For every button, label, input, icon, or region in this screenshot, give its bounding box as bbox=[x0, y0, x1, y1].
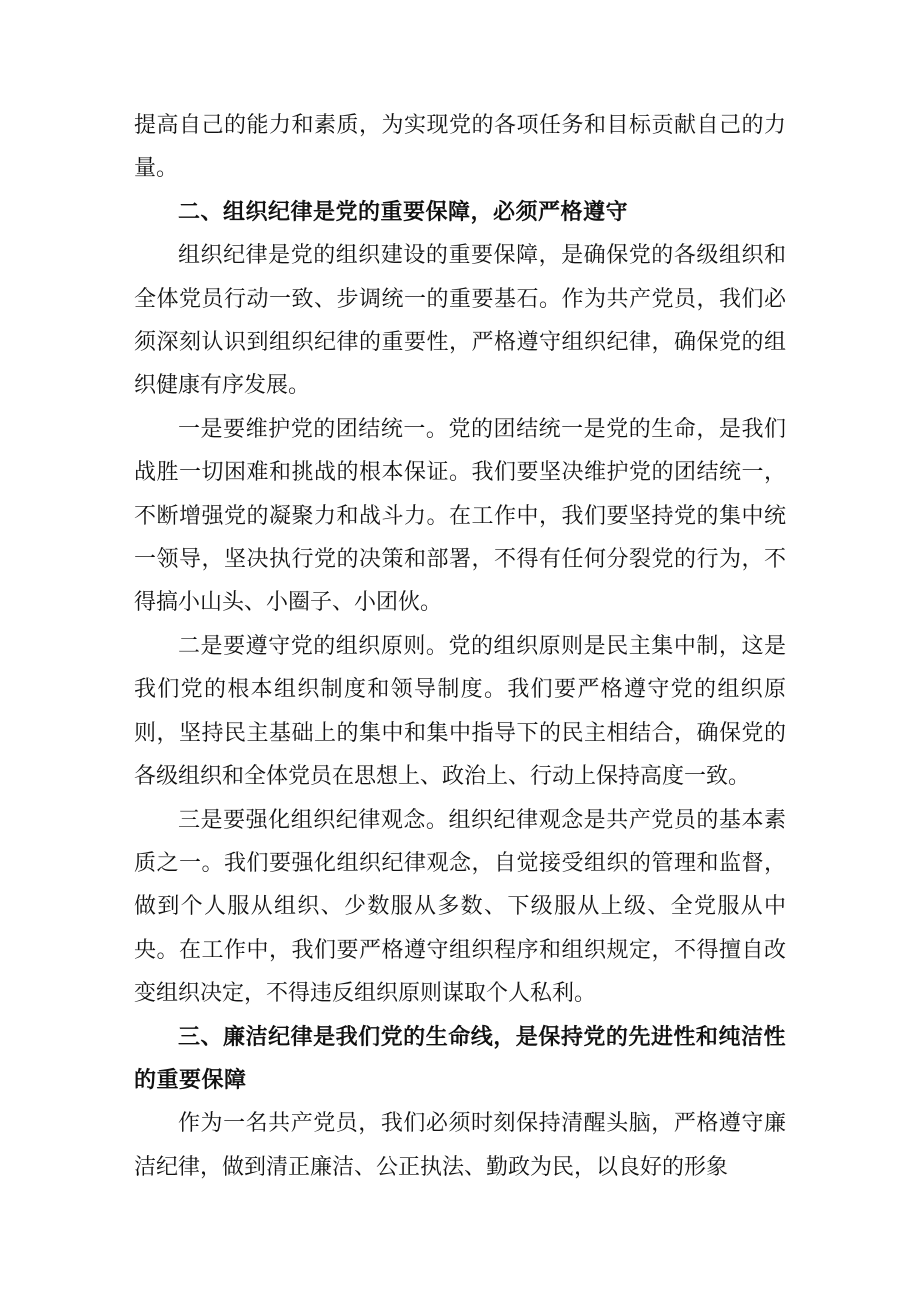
section-heading-2: 二、组织纪律是党的重要保障，必须严格遵守 bbox=[178, 199, 629, 225]
paragraph-continuation: 提高自己的能力和素质，为实现党的各项任务和目标贡献自己的力量。 bbox=[134, 113, 786, 182]
paragraph-integrity-intro: 作为一名共产党员，我们必须时刻保持清醒头脑，严格遵守廉洁纪律，做到清正廉洁、公正执法、勤政为民，以良好的形象 bbox=[134, 1111, 786, 1180]
document-body bbox=[134, 104, 786, 1189]
paragraph-org-discipline-intro: 组织纪律是党的组织建设的重要保障，是确保党的各级组织和全体党员行动一致、步调统一的重要基石。作为共产党员，我们必须深刻认识到组织纪律的重要性，严格遵守组织纪律，确保党的组织健康有序发展。 bbox=[134, 243, 786, 399]
section-heading-3: 三、廉洁纪律是我们党的生命线，是保持党的先进性和纯洁性的重要保障 bbox=[134, 1024, 786, 1093]
paragraph-point-1: 一是要维护党的团结统一。党的团结统一是党的生命，是我们战胜一切困难和挑战的根本保证。我们要坚决维护党的团结统一，不断增强党的凝聚力和战斗力。在工作中，我们要坚持党的集中统一领导，坚决执行党的决策和部署，不得有任何分裂党的行为，不得搞小山头、小圈子、小团伙。 bbox=[134, 416, 786, 616]
paragraph-point-3: 三是要强化组织纪律观念。组织纪律观念是共产党员的基本素质之一。我们要强化组织纪律观念，自觉接受组织的管理和监督，做到个人服从组织、少数服从多数、下级服从上级、全党服从中央。在工作中，我们要严格遵守组织程序和组织规定，不得擅自改变组织决定，不得违反组织原则谋取个人私利。 bbox=[134, 807, 786, 1007]
paragraph-point-2: 二是要遵守党的组织原则。党的组织原则是民主集中制，这是我们党的根本组织制度和领导制度。我们要严格遵守党的组织原则，坚持民主基础上的集中和集中指导下的民主相结合，确保党的各级组织和全体党员在思想上、政治上、行动上保持高度一致。 bbox=[134, 633, 786, 790]
